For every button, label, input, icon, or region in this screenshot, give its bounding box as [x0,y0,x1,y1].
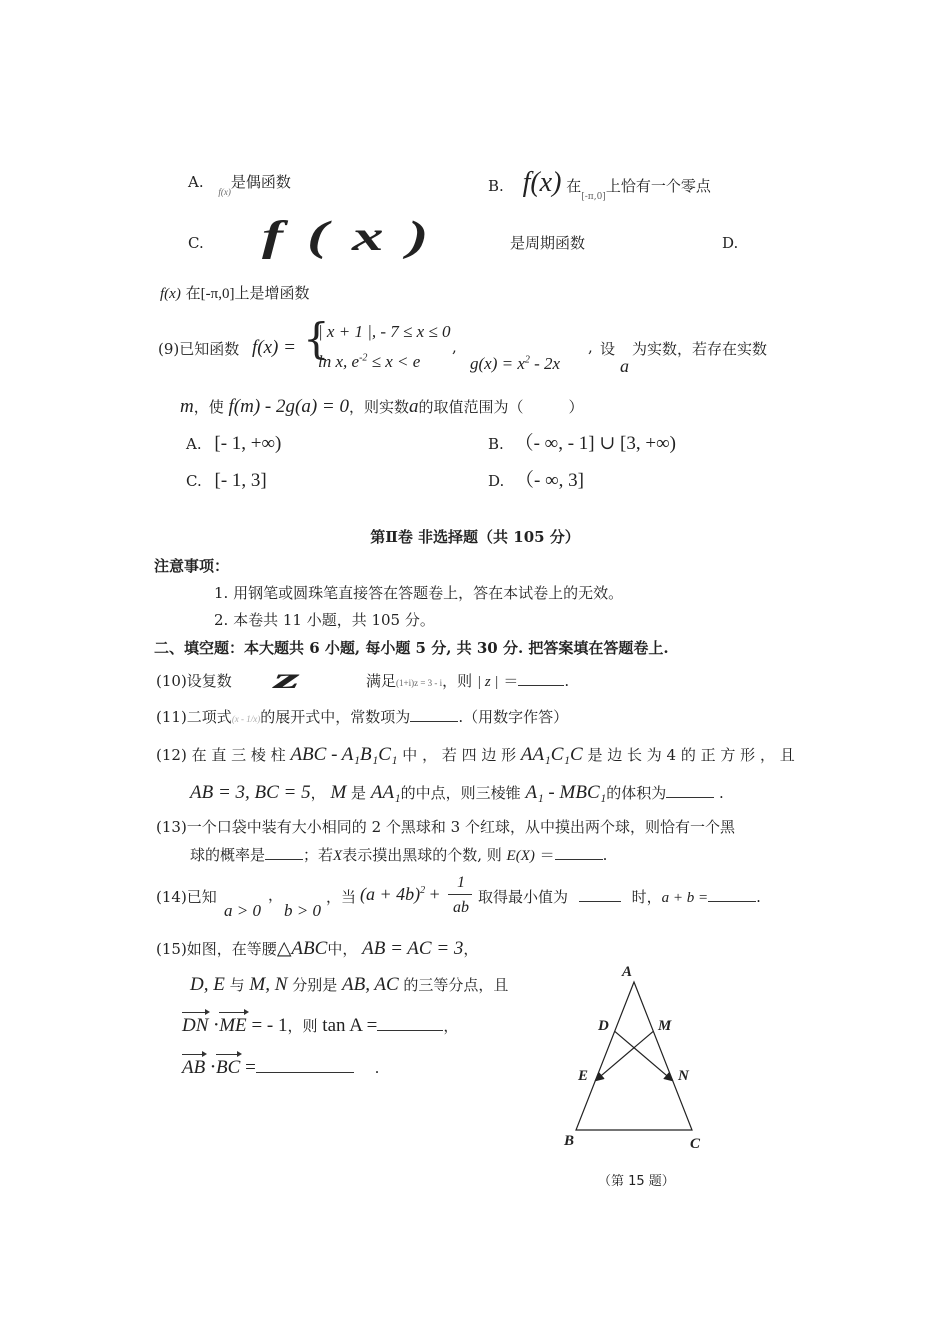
q14-when: ，当 [326,888,357,906]
q9-intro: (9)已知函数 [158,340,240,358]
q8-option-a: A. $_{f(x)}$是偶函数 [188,173,291,197]
q10-intro: (10)设复数 [156,672,232,690]
q9-case-1: | x + 1 |, - 7 ≤ x ≤ 0 [318,322,451,341]
q14-fraction-bar [448,894,472,895]
q9-line-2: m，使 f(m) - 2g(a) = 0，则实数a的取值范围为（ ） [180,396,584,417]
q14-intro: (14)已知 [156,888,217,906]
q9-option-c: C. [- 1, 3] [186,470,267,491]
section-heading: 二、填空题：本大题共 6 小题, 每小题 5 分, 共 30 分. 把答案填在答题卷上. [154,639,669,657]
q8-option-b: B. f(x) 在$_{[-\pi,0]}$上恰有一个零点 [488,167,711,202]
q10-z-big: z [274,662,300,695]
label-a: A [622,964,633,980]
q8-option-c-text: 是周期函数 [510,234,586,252]
q9-option-a: A. [- 1, +∞) [186,433,282,454]
q14-fraction-num: 1 [457,874,465,891]
q13-line-1: (13)一个口袋中装有大小相同的 2 个黑球和 3 个红球，从中摸出两个球，则恰有一个黑 [156,818,735,836]
q14-cond-a: a > 0 [224,901,261,920]
q14-expr: $(a + 4b)^2$ + [360,884,440,904]
q9-comma-2: , [588,338,593,356]
q10-answer-blank [518,685,564,686]
q8-option-c-function: f(x) [262,214,453,260]
triangle-abc [576,982,692,1130]
q9-option-d: D. （- ∞, 3] [488,470,584,491]
q14-rest: 取得最小值为 时，a + b = . [478,888,761,906]
label-m: M [658,1018,672,1034]
q9-comma-1: , [452,338,457,356]
q15-answer-blank-1 [377,1030,443,1031]
notice-item-2: 2. 本卷共 11 小题，共 105 分。 [214,611,435,629]
q9-brace: { [303,314,330,363]
q15-answer-blank-2 [256,1072,354,1073]
q13-line-2: 球的概率是 ；若X表示摸出黑球的个数, 则 E(X) ＝ . [190,846,608,864]
notice-heading: 注意事项： [154,557,230,575]
q10-rest: 满足(1+i)z = 3 - i，则 | z | ＝ . [366,672,570,690]
q12-line-2: AB = 3, BC = 5， M 是 AA₁的中点，则三棱锥 A₁ - MBC₁的体积为 . [190,782,724,803]
label-b: B [564,1133,575,1149]
q9-option-b: B. （- ∞, - 1] ∪ [3, +∞) [488,433,676,454]
q13-answer-blank-1 [265,859,303,860]
q15-line-4: AB ·BC = . [182,1056,380,1078]
q9-rest: 为实数，若存在实数 [632,340,768,358]
q11-answer-blank [410,721,458,722]
q14-cond-b: b > 0 [284,901,321,920]
q15-triangle-figure [560,960,720,1160]
q9-let: 设 [600,340,616,358]
q9-f-lhs: f(x) = [252,337,296,358]
q12-answer-blank [666,797,714,798]
q14-fraction-den: ab [453,899,469,916]
q9-a: a [620,356,629,376]
part2-title: 第Ⅱ卷 非选择题（共 105 分） [370,528,580,546]
label-e: E [578,1068,589,1084]
q14-comma: ， [268,886,284,904]
label-c: C [690,1136,701,1152]
q11: (11)二项式(x - 1/x)的展开式中，常数项为 .（用数字作答） [156,708,569,726]
q8-option-d-label: D. [722,234,739,252]
label-d: D [598,1018,609,1034]
label-n: N [678,1068,689,1084]
q15-line-3: DN ·ME = - 1，则 tan A = ， [182,1014,459,1036]
q14-answer-blank-1 [579,901,621,902]
q9-g-def: $g(x) = x^2 - 2x$ [470,354,561,373]
notice-item-1: 1. 用钢笔或圆珠笔直接答在答题卷上，答在本试卷上的无效。 [214,584,624,602]
q12-line-1: (12) 在 直 三 棱 柱 ABC - A₁B₁C₁ 中 ， 若 四 边 形 AA₁C₁C 是 边 长 为 4 的 正 方 形 ， 且 [156,744,795,765]
q8-option-c-label: C. [188,234,204,252]
q13-answer-blank-2 [555,859,603,860]
q15-line-1: (15)如图，在等腰△ABC中， AB = AC = 3， [156,938,479,959]
q8-option-d: f(x) 在[-π,0]上是增函数 [160,284,310,302]
q9-case-2: ln x, $e^{-2} \le x < e$ [318,352,421,371]
q14-answer-blank-2 [708,901,756,902]
q15-line-2: D, E 与 M, N 分别是 AB, AC 的三等分点，且 [190,974,509,995]
q15-figure-caption: （第 15 题） [598,1174,675,1189]
